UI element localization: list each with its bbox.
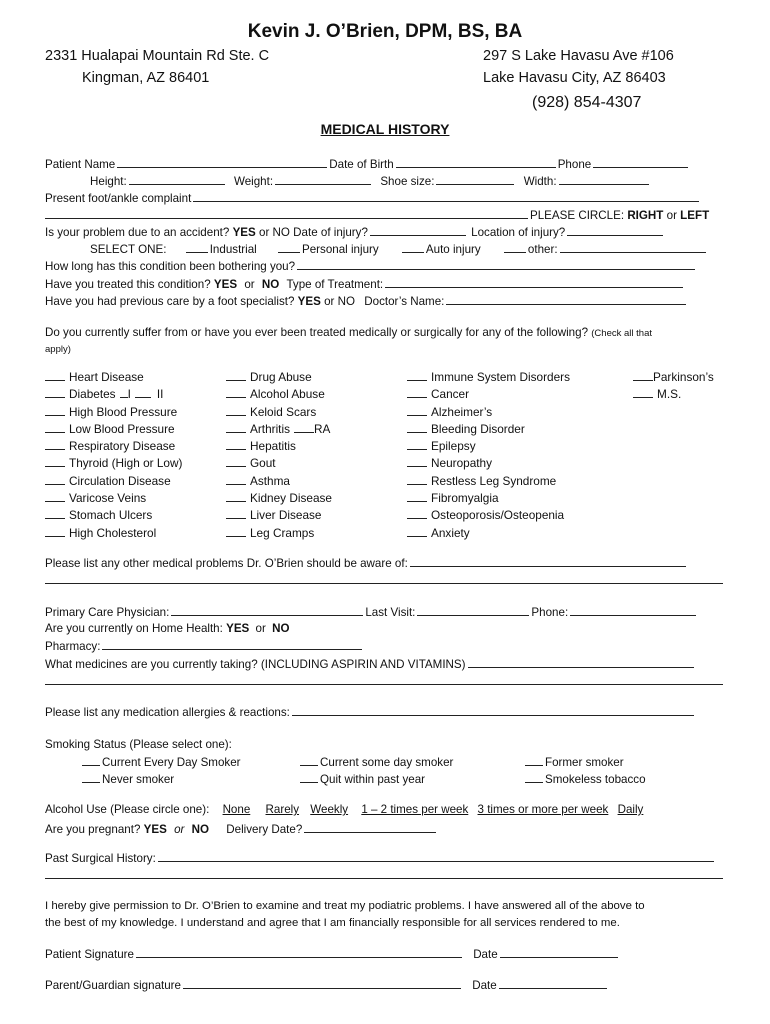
office1-address-line2: Kingman, AZ 86401 xyxy=(82,70,210,86)
alcohol-opt-none[interactable]: None xyxy=(222,803,251,816)
conditions-col-4 xyxy=(633,369,714,404)
prior-care-row xyxy=(45,293,688,309)
condition-checkbox[interactable] xyxy=(407,369,427,381)
auto-injury-label: Auto injury xyxy=(425,243,481,256)
condition-checkbox[interactable] xyxy=(407,455,427,467)
diabetes-type2-label: II xyxy=(156,387,164,402)
select-one-label: SELECT ONE: xyxy=(90,243,167,256)
shoe-size-label: Shoe size: xyxy=(380,175,435,188)
smoking-opt-former[interactable] xyxy=(523,754,624,770)
smoking-checkbox[interactable] xyxy=(525,754,543,766)
condition-item[interactable] xyxy=(407,438,570,455)
condition-checkbox[interactable] xyxy=(226,386,246,398)
condition-checkbox[interactable] xyxy=(407,507,427,519)
other-field[interactable] xyxy=(560,241,706,253)
office2-address-line1: 297 S Lake Havasu Ave #106 xyxy=(483,48,674,64)
guardian-signature-label: Parent/Guardian signature xyxy=(45,979,181,992)
form-title: MEDICAL HISTORY xyxy=(320,121,450,137)
check-all-note-cont: apply) xyxy=(45,344,71,355)
diabetes-type2-checkbox[interactable] xyxy=(135,386,151,398)
surgical-line2 xyxy=(45,867,723,883)
or-text: or xyxy=(244,278,255,291)
condition-item[interactable] xyxy=(226,490,332,507)
condition-label: Leg Cramps xyxy=(250,525,315,540)
doctor-name-field[interactable] xyxy=(446,293,686,305)
injury-type-row xyxy=(90,241,708,257)
condition-checkbox[interactable] xyxy=(226,490,246,502)
condition-checkbox[interactable] xyxy=(226,473,246,485)
personal-injury-label: Personal injury xyxy=(301,243,379,256)
condition-label: Diabetes xyxy=(69,387,116,402)
condition-checkbox[interactable] xyxy=(45,507,65,519)
office-phone: (928) 854-4307 xyxy=(532,94,642,111)
accident-yes-option[interactable]: YES xyxy=(232,226,256,239)
auto-injury-checkbox[interactable] xyxy=(402,241,424,253)
condition-label: Hepatitis xyxy=(250,439,296,454)
condition-item[interactable] xyxy=(45,490,182,507)
pcp-field[interactable] xyxy=(171,604,363,616)
pharmacy-field[interactable] xyxy=(102,638,362,650)
office1-address-line1: 2331 Hualapai Mountain Rd Ste. C xyxy=(45,48,270,64)
condition-checkbox[interactable] xyxy=(633,386,653,398)
medicines-field[interactable] xyxy=(468,656,694,668)
treatment-type-label: Type of Treatment: xyxy=(286,278,384,291)
condition-checkbox[interactable] xyxy=(226,404,246,416)
shoe-size-field[interactable] xyxy=(436,173,514,185)
condition-checkbox[interactable] xyxy=(407,404,427,416)
condition-label: Asthma xyxy=(250,473,290,488)
dob-field[interactable] xyxy=(396,156,556,168)
other-problems-line2 xyxy=(45,572,723,588)
condition-label: Kidney Disease xyxy=(250,491,332,506)
diabetes-type1-label: I xyxy=(127,387,131,402)
condition-label: Parkinson’s xyxy=(653,370,714,384)
right-option[interactable]: RIGHT xyxy=(627,209,664,222)
smoking-checkbox[interactable] xyxy=(300,771,318,783)
complaint-field-line2[interactable] xyxy=(45,207,528,219)
height-field[interactable] xyxy=(129,173,225,185)
condition-checkbox[interactable] xyxy=(407,421,427,433)
injury-location-field[interactable] xyxy=(567,224,663,236)
smoking-checkbox[interactable] xyxy=(82,754,100,766)
prior-care-yes-option[interactable]: YES xyxy=(297,295,321,308)
smoking-checkbox[interactable] xyxy=(300,754,318,766)
condition-item[interactable] xyxy=(407,473,570,490)
medicines-field-line2[interactable] xyxy=(45,673,723,685)
home-health-yes-option[interactable]: YES xyxy=(226,622,250,635)
last-visit-label: Last Visit: xyxy=(365,606,416,619)
pregnancy-no-option[interactable]: NO xyxy=(191,823,210,836)
condition-item[interactable] xyxy=(407,386,570,403)
allergies-row xyxy=(45,704,696,720)
condition-checkbox[interactable] xyxy=(226,421,246,433)
surgical-field-line2[interactable] xyxy=(45,867,723,879)
dob-label: Date of Birth xyxy=(329,158,394,171)
condition-checkbox[interactable] xyxy=(226,438,246,450)
height-label: Height: xyxy=(90,175,127,188)
consent-line1: I hereby give permission to Dr. O’Brien to examine and treat my podiatric problems. I have answered all of the above to xyxy=(45,900,645,912)
condition-label: High Cholesterol xyxy=(69,525,157,540)
physician-row xyxy=(45,604,698,620)
conditions-col-2 xyxy=(226,369,332,542)
weight-field[interactable] xyxy=(275,173,371,185)
condition-item[interactable] xyxy=(226,455,332,472)
duration-field[interactable] xyxy=(297,258,695,270)
conditions-question: Do you currently suffer from or have you ever been treated medically or surgically for any of the following? xyxy=(45,326,589,339)
smoking-opt-current-some-day[interactable] xyxy=(298,754,453,770)
treated-row xyxy=(45,276,685,292)
condition-label: Respiratory Disease xyxy=(69,439,176,454)
condition-checkbox[interactable] xyxy=(45,455,65,467)
condition-checkbox[interactable] xyxy=(45,473,65,485)
condition-label: Gout xyxy=(250,456,276,471)
condition-label: Stomach Ulcers xyxy=(69,508,153,523)
complaint-field[interactable] xyxy=(193,190,699,202)
condition-item[interactable] xyxy=(407,455,570,472)
smoking-opt-label: Never smoker xyxy=(102,773,175,786)
other-checkbox[interactable] xyxy=(504,241,526,253)
pharmacy-label: Pharmacy: xyxy=(45,640,101,653)
condition-label: Heart Disease xyxy=(69,370,144,384)
last-visit-field[interactable] xyxy=(417,604,529,616)
condition-label: Alzheimer’s xyxy=(431,404,493,419)
industrial-checkbox[interactable] xyxy=(186,241,208,253)
duration-question: How long has this condition been bothering you? xyxy=(45,260,296,273)
pregnancy-yes-option[interactable]: YES xyxy=(143,823,167,836)
condition-label: Varicose Veins xyxy=(69,491,147,506)
condition-item[interactable] xyxy=(633,386,714,403)
condition-checkbox[interactable] xyxy=(633,369,653,381)
surgical-row xyxy=(45,850,716,866)
condition-label: Osteoporosis/Osteopenia xyxy=(431,508,565,523)
complaint-row xyxy=(45,190,701,206)
office2-address-line2: Lake Havasu City, AZ 86403 xyxy=(483,70,666,86)
condition-checkbox[interactable] xyxy=(45,490,65,502)
surgical-field[interactable] xyxy=(158,850,714,862)
medicines-row xyxy=(45,656,696,672)
condition-item[interactable] xyxy=(407,507,570,524)
patient-signature-row xyxy=(45,946,620,962)
condition-checkbox[interactable] xyxy=(407,490,427,502)
condition-item[interactable] xyxy=(45,438,182,455)
phone-field[interactable] xyxy=(593,156,688,168)
condition-checkbox[interactable] xyxy=(407,438,427,450)
condition-label: Drug Abuse xyxy=(250,370,312,384)
smoking-opt-label: Quit within past year xyxy=(320,773,426,786)
accident-row xyxy=(45,224,665,240)
condition-item[interactable] xyxy=(633,369,714,386)
pcp-label: Primary Care Physician: xyxy=(45,606,170,619)
condition-label: Circulation Disease xyxy=(69,473,171,488)
condition-label: Alcohol Abuse xyxy=(250,387,325,402)
duration-row xyxy=(45,258,697,274)
alcohol-opt-weekly[interactable]: Weekly xyxy=(310,803,349,816)
condition-item[interactable] xyxy=(226,404,332,421)
condition-checkbox[interactable] xyxy=(226,507,246,519)
condition-item[interactable] xyxy=(45,369,182,386)
condition-item[interactable] xyxy=(226,421,332,438)
home-health-no-option[interactable]: NO xyxy=(272,622,290,635)
guardian-date-field[interactable] xyxy=(499,977,607,989)
width-label: Width: xyxy=(523,175,557,188)
condition-label: Immune System Disorders xyxy=(431,370,570,384)
delivery-date-field[interactable] xyxy=(304,821,436,833)
body-measurements-row xyxy=(90,173,651,189)
home-health-row xyxy=(45,621,289,636)
guardian-signature-field[interactable] xyxy=(183,977,461,989)
condition-checkbox[interactable] xyxy=(226,525,246,537)
treated-question: Have you treated this condition? xyxy=(45,278,211,291)
smoking-opt-label: Current Every Day Smoker xyxy=(102,756,241,769)
pregnancy-row xyxy=(45,821,438,837)
condition-checkbox[interactable] xyxy=(407,525,427,537)
condition-item[interactable] xyxy=(45,404,182,421)
condition-label: Thyroid (High or Low) xyxy=(69,456,183,471)
other-problems-field-line2[interactable] xyxy=(45,572,723,584)
condition-item[interactable] xyxy=(45,386,182,403)
prior-care-question: Have you had previous care by a foot specialist? xyxy=(45,295,295,308)
or-text: or xyxy=(666,209,677,222)
industrial-label: Industrial xyxy=(209,243,257,256)
allergies-label: Please list any medication allergies & reactions: xyxy=(45,706,290,719)
condition-label: Neuropathy xyxy=(431,456,492,471)
other-label: other: xyxy=(527,243,558,256)
foot-side-row xyxy=(45,207,709,223)
smoking-opt-quit[interactable] xyxy=(298,771,425,787)
other-problems-row xyxy=(45,555,688,571)
please-circle-label: PLEASE CIRCLE: xyxy=(530,209,625,222)
alcohol-opt-daily[interactable]: Daily xyxy=(617,803,644,816)
patient-date-label: Date xyxy=(473,948,498,961)
width-field[interactable] xyxy=(559,173,649,185)
patient-name-label: Patient Name xyxy=(45,158,116,171)
pcp-phone-label: Phone: xyxy=(531,606,569,619)
condition-item[interactable] xyxy=(407,404,570,421)
condition-label: Keloid Scars xyxy=(250,404,317,419)
condition-label: Anxiety xyxy=(431,525,470,540)
home-health-question: Are you currently on Home Health: xyxy=(45,622,223,635)
phone-label: Phone xyxy=(557,158,592,171)
condition-label: Liver Disease xyxy=(250,508,322,523)
condition-label: Epilepsy xyxy=(431,439,476,454)
weight-label: Weight: xyxy=(233,175,274,188)
smoking-checkbox[interactable] xyxy=(82,771,100,783)
injury-date-field[interactable] xyxy=(370,224,466,236)
or-text: or xyxy=(255,622,266,635)
condition-item[interactable] xyxy=(45,455,182,472)
alcohol-opt-1-2-times[interactable]: 1 – 2 times per week xyxy=(361,803,469,816)
smoking-opt-current-every-day[interactable] xyxy=(80,754,241,770)
diabetes-type1-checkbox[interactable] xyxy=(120,386,128,398)
smoking-opt-label: Former smoker xyxy=(545,756,624,769)
other-problems-field[interactable] xyxy=(410,555,686,567)
condition-item[interactable] xyxy=(226,473,332,490)
injury-date-label: Date of injury? xyxy=(293,226,368,239)
condition-label: Restless Leg Syndrome xyxy=(431,473,557,488)
condition-item[interactable] xyxy=(407,490,570,507)
conditions-intro xyxy=(45,325,652,341)
condition-label: Arthritis xyxy=(250,421,290,436)
treatment-type-field[interactable] xyxy=(385,276,683,288)
condition-item[interactable] xyxy=(45,525,182,542)
doctor-name: Kevin J. O’Brien, DPM, BS, BA xyxy=(247,21,523,42)
condition-item[interactable] xyxy=(226,525,332,542)
condition-checkbox[interactable] xyxy=(45,421,65,433)
condition-checkbox[interactable] xyxy=(226,369,246,381)
patient-signature-label: Patient Signature xyxy=(45,948,134,961)
prior-care-no-option[interactable]: or NO xyxy=(324,295,356,308)
accident-question: Is your problem due to an accident? xyxy=(45,226,230,239)
condition-item[interactable] xyxy=(226,386,332,403)
guardian-date-label: Date xyxy=(472,979,497,992)
pcp-phone-field[interactable] xyxy=(570,604,696,616)
condition-item[interactable] xyxy=(407,369,570,386)
complaint-label: Present foot/ankle complaint xyxy=(45,192,192,205)
arthritis-ra-label: RA xyxy=(313,421,331,436)
condition-checkbox[interactable] xyxy=(226,455,246,467)
patient-signature-field[interactable] xyxy=(136,946,462,958)
patient-row xyxy=(45,156,690,172)
condition-checkbox[interactable] xyxy=(45,525,65,537)
condition-item[interactable] xyxy=(226,438,332,455)
condition-item[interactable] xyxy=(226,369,332,386)
condition-checkbox[interactable] xyxy=(45,369,65,381)
personal-injury-checkbox[interactable] xyxy=(278,241,300,253)
alcohol-row xyxy=(45,802,643,817)
condition-item[interactable] xyxy=(407,421,570,438)
or-text: or xyxy=(174,823,185,836)
allergies-field[interactable] xyxy=(292,704,694,716)
arthritis-ra-checkbox[interactable] xyxy=(294,421,314,433)
doctor-name-label: Doctor’s Name: xyxy=(364,295,445,308)
smoking-checkbox[interactable] xyxy=(525,771,543,783)
treated-no-option[interactable]: NO xyxy=(261,278,280,291)
condition-label: Cancer xyxy=(431,387,470,402)
medicines-question: What medicines are you currently taking? (INCLUDING ASPIRIN AND VITAMINS) xyxy=(45,658,466,671)
alcohol-opt-3-plus-times[interactable]: 3 times or more per week xyxy=(477,803,609,816)
smoking-label: Smoking Status (Please select one): xyxy=(45,738,232,751)
patient-name-field[interactable] xyxy=(117,156,327,168)
condition-checkbox[interactable] xyxy=(45,404,65,416)
condition-item[interactable] xyxy=(45,473,182,490)
other-problems-label: Please list any other medical problems Dr. O’Brien should be aware of: xyxy=(45,557,408,570)
condition-item[interactable] xyxy=(407,525,570,542)
smoking-opt-never[interactable] xyxy=(80,771,174,787)
accident-no-option[interactable]: or NO xyxy=(259,226,290,239)
medicines-line2 xyxy=(45,673,723,689)
smoking-opt-label: Smokeless tobacco xyxy=(545,773,646,786)
surgical-label: Past Surgical History: xyxy=(45,852,156,865)
condition-checkbox[interactable] xyxy=(45,386,65,398)
injury-location-label: Location of injury? xyxy=(471,226,566,239)
conditions-col-1 xyxy=(45,369,182,542)
condition-checkbox[interactable] xyxy=(407,386,427,398)
condition-label: Fibromyalgia xyxy=(431,491,499,506)
condition-item[interactable] xyxy=(45,507,182,524)
left-option[interactable]: LEFT xyxy=(680,209,710,222)
condition-label: Low Blood Pressure xyxy=(69,421,175,436)
condition-label: Bleeding Disorder xyxy=(431,421,525,436)
pregnancy-question: Are you pregnant? xyxy=(45,823,141,836)
check-all-note: (Check all that xyxy=(591,328,652,339)
condition-label: High Blood Pressure xyxy=(69,404,178,419)
delivery-date-label: Delivery Date? xyxy=(226,823,303,836)
consent-line2: the best of my knowledge. I understand and agree that I am financially responsible for all services rendered to me. xyxy=(45,917,620,929)
condition-checkbox[interactable] xyxy=(45,438,65,450)
condition-label: M.S. xyxy=(657,387,682,402)
conditions-col-3 xyxy=(407,369,570,542)
smoking-opt-label: Current some day smoker xyxy=(320,756,454,769)
alcohol-opt-rarely[interactable]: Rarely xyxy=(265,803,300,816)
pharmacy-row xyxy=(45,638,364,654)
guardian-signature-row xyxy=(45,977,609,993)
alcohol-label: Alcohol Use (Please circle one): xyxy=(45,803,210,816)
smoking-opt-smokeless[interactable] xyxy=(523,771,646,787)
patient-date-field[interactable] xyxy=(500,946,618,958)
condition-item[interactable] xyxy=(226,507,332,524)
condition-item[interactable] xyxy=(45,421,182,438)
condition-checkbox[interactable] xyxy=(407,473,427,485)
treated-yes-option[interactable]: YES xyxy=(213,278,238,291)
